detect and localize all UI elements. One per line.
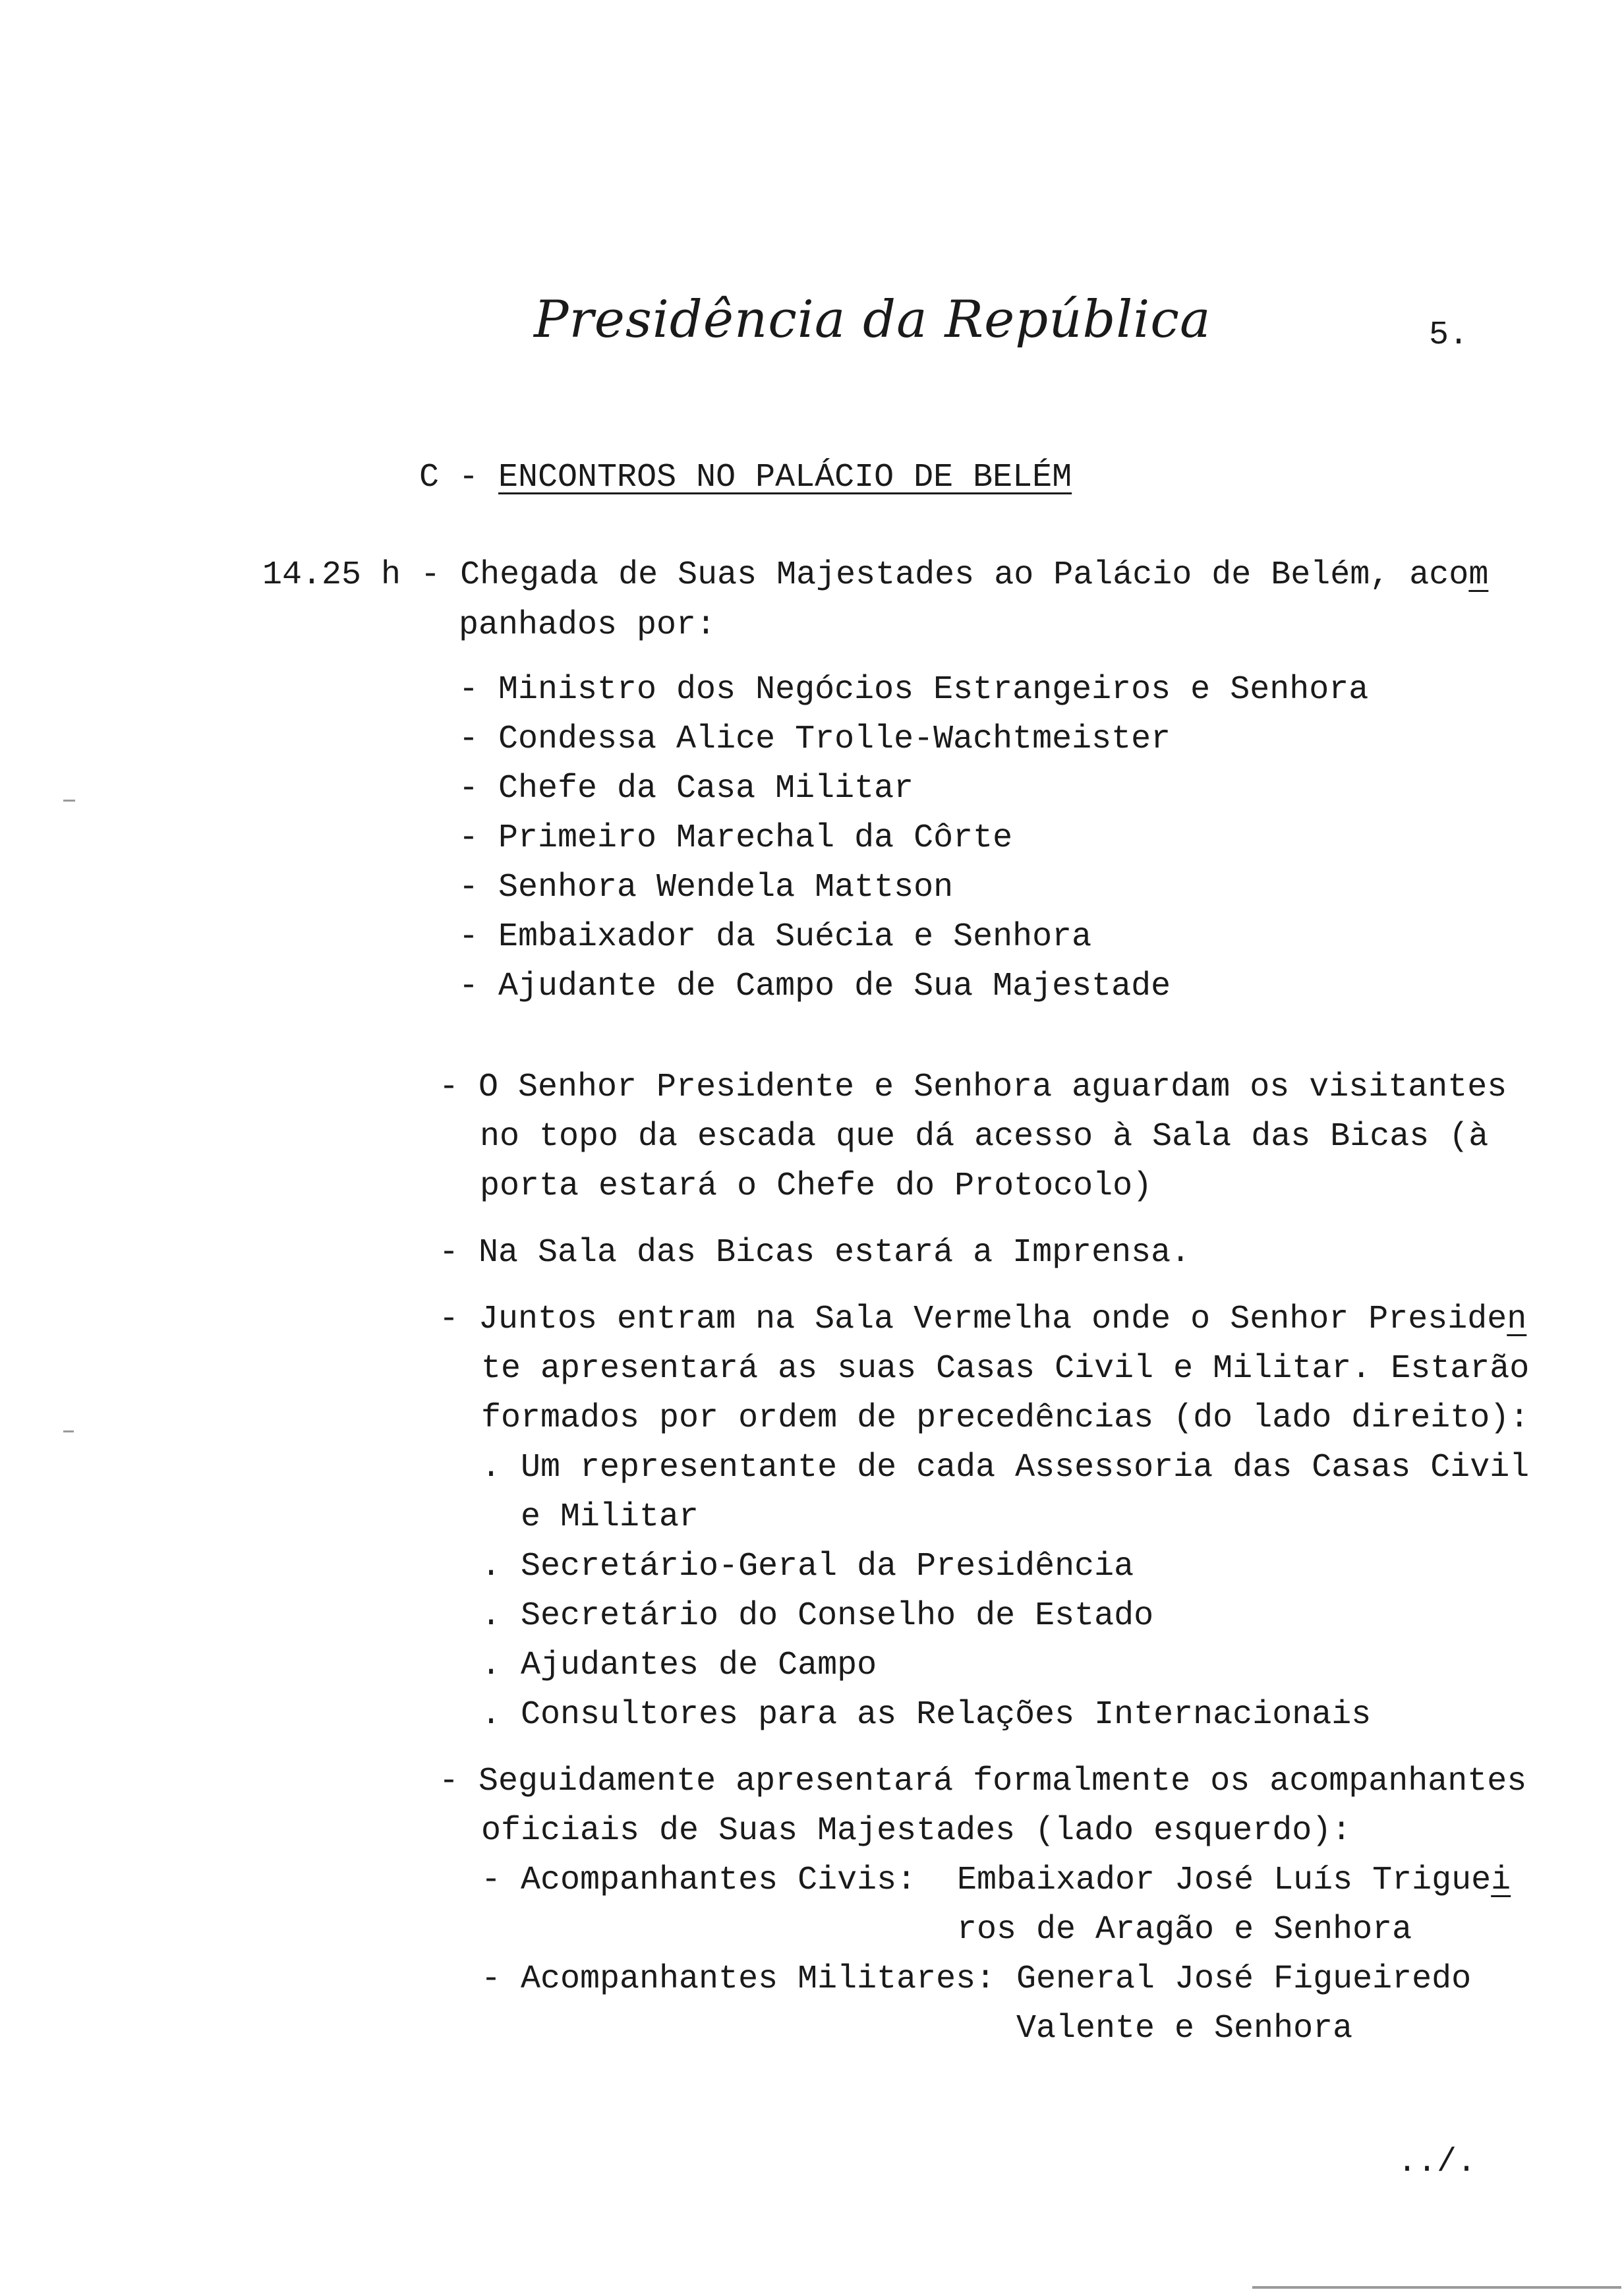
letterhead: Presidência da República xyxy=(534,290,1211,349)
paragraph-line: - Seguidamente apresentará formalmente os acompanhantes xyxy=(439,1763,1527,1800)
arrival-line-1: 14.25 h - Chegada de Suas Majestades ao Palácio de Belém, acom xyxy=(262,556,1489,594)
paragraph-line: - Na Sala das Bicas estará a Imprensa. xyxy=(439,1234,1191,1272)
military-companion-name: General José Figueiredo xyxy=(1016,1960,1472,1998)
list-item: . Consultores para as Relações Internacionais xyxy=(481,1696,1372,1734)
scan-edge-line xyxy=(1252,2286,1621,2289)
civil-companion-name: ros de Aragão e Senhora xyxy=(957,1911,1412,1949)
list-item: - Condessa Alice Trolle-Wachtmeister xyxy=(459,721,1171,758)
list-item: - Ajudante de Campo de Sua Majestade xyxy=(459,968,1171,1005)
paragraph-line: formados por ordem de precedências (do lado direito): xyxy=(481,1399,1530,1437)
list-item: e Militar xyxy=(521,1498,699,1536)
civil-companions-label: - Acompanhantes Civis: xyxy=(481,1862,917,1899)
list-item: . Um representante de cada Assessoria das Casas Civil xyxy=(481,1449,1530,1486)
list-item: - Ministro dos Negócios Estrangeiros e Senhora xyxy=(459,671,1369,709)
scan-speck xyxy=(63,800,75,802)
section-title: ENCONTROS NO PALÁCIO DE BELÉM xyxy=(498,459,1072,496)
paragraph-line: - O Senhor Presidente e Senhora aguardam os visitantes xyxy=(439,1069,1507,1106)
paragraph-line: - Juntos entram na Sala Vermelha onde o Senhor Presiden xyxy=(439,1301,1527,1338)
list-item: . Secretário-Geral da Presidência xyxy=(481,1548,1134,1585)
section-heading xyxy=(419,461,1072,494)
military-companion-name: Valente e Senhora xyxy=(1016,2010,1353,2047)
list-item: - Embaixador da Suécia e Senhora xyxy=(459,918,1092,956)
page-number: 5. xyxy=(1429,316,1469,354)
scan-speck xyxy=(63,1430,74,1432)
paragraph-line: oficiais de Suas Majestades (lado esquerdo): xyxy=(481,1812,1352,1850)
list-item: . Ajudantes de Campo xyxy=(481,1647,877,1684)
list-item: - Primeiro Marechal da Côrte xyxy=(459,819,1013,857)
section-prefix: C - xyxy=(419,459,499,496)
civil-companion-name: Embaixador José Luís Triguei xyxy=(957,1862,1511,1899)
paragraph-line: no topo da escada que dá acesso à Sala das Bicas (à xyxy=(480,1118,1489,1156)
continuation-mark: ../. xyxy=(1397,2144,1477,2181)
list-item: - Chefe da Casa Militar xyxy=(459,770,914,808)
list-item: . Secretário do Conselho de Estado xyxy=(481,1597,1154,1635)
paragraph-line: porta estará o Chefe do Protocolo) xyxy=(480,1167,1153,1205)
arrival-time: 14.25 h - xyxy=(262,556,461,594)
arrival-line-2: panhados por: xyxy=(459,606,716,644)
military-companions-label: - Acompanhantes Militares: xyxy=(481,1960,996,1998)
paragraph-line: te apresentará as suas Casas Civil e Militar. Estarão xyxy=(481,1350,1530,1388)
list-item: - Senhora Wendela Mattson xyxy=(459,869,954,906)
